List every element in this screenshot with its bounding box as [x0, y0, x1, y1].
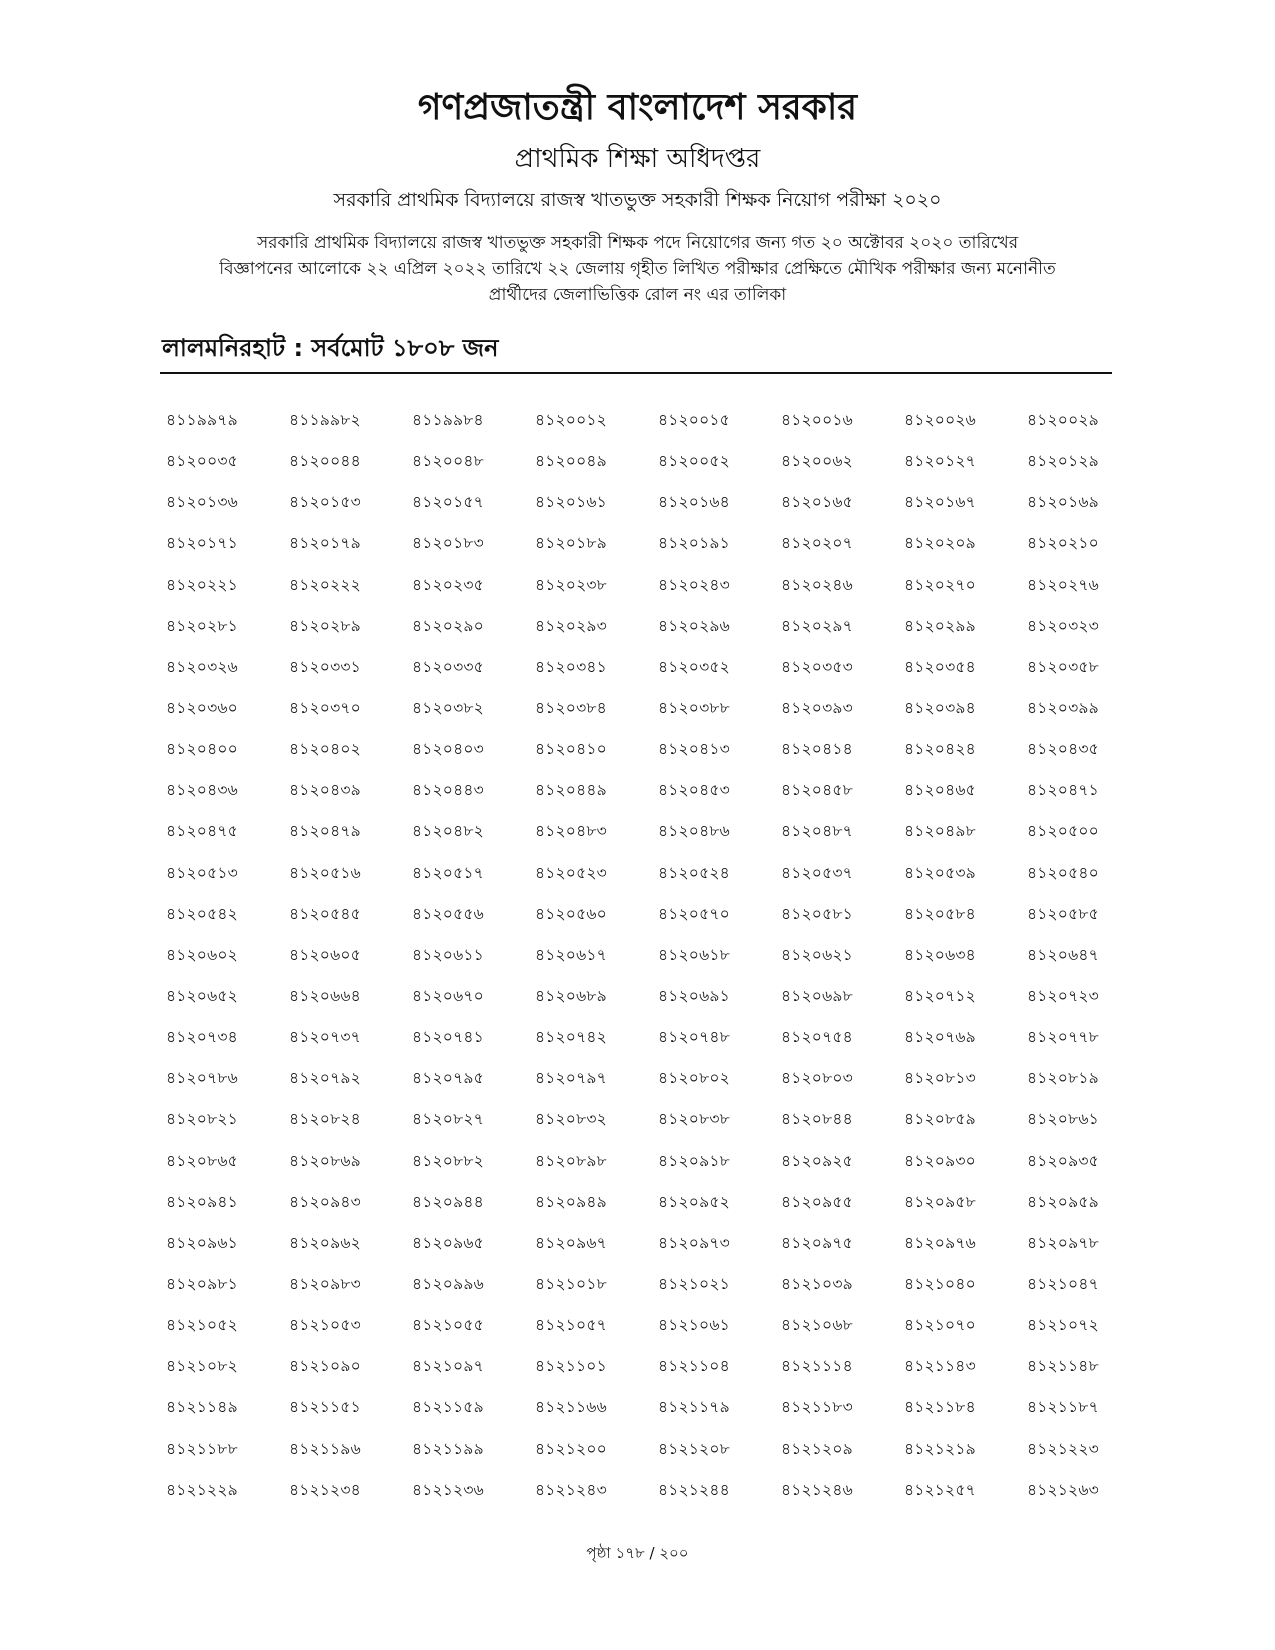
roll-number: ৪১২০৫১৬: [289, 863, 361, 882]
roll-number: ৪১২১০৪০: [904, 1274, 976, 1293]
roll-number: ৪১২১০৯৭: [412, 1357, 484, 1376]
roll-number: ৪১২০২৯৬: [658, 616, 730, 635]
roll-number: ৪১২০১৫৩: [289, 493, 361, 512]
roll-number: ৪১২০২৭৬: [1027, 575, 1099, 594]
roll-number: ৪১২০৮১৯: [1027, 1069, 1099, 1088]
roll-number: ৪১২০১৭৯: [289, 534, 361, 553]
roll-number: ৪১২০৪২৪: [904, 740, 976, 759]
roll-number: ৪১২০৩৯৩: [781, 698, 853, 717]
roll-number: ৪১২০৮৩২: [535, 1110, 607, 1129]
roll-number: ৪১১৯৯৮৪: [412, 411, 484, 429]
roll-number: ৪১২০৫৮৪: [904, 904, 976, 923]
roll-number: ৪১২০৩৩৫: [412, 657, 484, 676]
roll-number: ৪১২১১৭৯: [658, 1398, 730, 1417]
roll-number: ৪১২০২৮৯: [289, 616, 361, 635]
roll-number: ৪১২০৪৪৩: [412, 781, 484, 800]
roll-number: ৪১২০০২৯: [1027, 411, 1099, 429]
roll-number: ৪১২০৫২৩: [535, 863, 607, 882]
roll-number: ৪১২০৭৫৪: [781, 1028, 853, 1047]
roll-number: ৪১২০৪৮৬: [658, 822, 730, 841]
roll-number: ৪১২১২৫৭: [904, 1480, 976, 1499]
roll-number: ৪১২০৮৬৫: [166, 1151, 238, 1170]
roll-number: ৪১২০৫৪০: [1027, 863, 1099, 882]
roll-number: ৪১২০৬৬৪: [289, 986, 361, 1005]
roll-number: ৪১২০৭৭৮: [1027, 1028, 1099, 1047]
roll-number: ৪১২০৪৩৬: [166, 781, 238, 800]
roll-number: ৪১২১০৭২: [1027, 1316, 1099, 1335]
roll-number: ৪১২০৮৩৮: [658, 1110, 730, 1129]
roll-number: ৪১২১১৮৪: [904, 1398, 976, 1417]
roll-number: ৪১২০৪৪৯: [535, 781, 607, 800]
roll-number: ৪১২০১৬৪: [658, 493, 730, 512]
roll-number: ৪১২০৩৯৪: [904, 698, 976, 717]
roll-number: ৪১২০৮৮২: [412, 1151, 484, 1170]
roll-number: ৪১২০৯৩০: [904, 1151, 976, 1170]
roll-number: ৪১২০০৩৫: [166, 452, 238, 471]
roll-number: ৪১২০৩২৩: [1027, 616, 1099, 635]
roll-number: ৪১২০৮১৩: [904, 1069, 976, 1088]
roll-number: ৪১২০৬২১: [781, 945, 853, 964]
roll-number: ৪১২০৪৭৫: [166, 822, 238, 841]
roll-number: ৪১২০৬১৭: [535, 945, 607, 964]
roll-number: ৪১২০৯৭৬: [904, 1233, 976, 1252]
roll-number: ৪১২০২২২: [289, 575, 361, 594]
roll-number: ৪১২০৯৭৩: [658, 1233, 730, 1252]
district-heading: লালমনিরহাট : সর্বমোট ১৮০৮ জন: [162, 334, 499, 362]
roll-number: ৪১২০৭৪৮: [658, 1028, 730, 1047]
roll-number: ৪১২০৫৪২: [166, 904, 238, 923]
roll-number: ৪১২০২১০: [1027, 534, 1099, 553]
roll-number: ৪১২০৫৩৯: [904, 863, 976, 882]
roll-number: ৪১২০০৪৮: [412, 452, 484, 471]
roll-number: ৪১২০৯৬১: [166, 1233, 238, 1252]
roll-number: ৪১২১২০৮: [658, 1439, 730, 1458]
roll-number: ৪১২১২২৯: [166, 1480, 238, 1499]
roll-number: ৪১২০০৫২: [658, 452, 730, 471]
roll-number: ৪১২০৪৩৫: [1027, 740, 1099, 759]
roll-number: ৪১২১১৫১: [289, 1398, 361, 1417]
roll-number: ৪১২১০৫৫: [412, 1316, 484, 1335]
roll-number: ৪১২০৪১০: [535, 740, 607, 759]
roll-number: ৪১২০৯৫২: [658, 1192, 730, 1211]
roll-number: ৪১২০৩৩১: [289, 657, 361, 676]
page-number: পৃষ্ঠা ১৭৮ / ২০০: [586, 1544, 689, 1562]
roll-number: ৪১২০১৮৯: [535, 534, 607, 553]
department-name: প্রাথমিক শিক্ষা অধিদপ্তর: [514, 144, 761, 174]
roll-number: ৪১২০০৪৪: [289, 452, 361, 471]
roll-number: ৪১২০২০৭: [781, 534, 853, 553]
roll-number: ৪১২০৬৭০: [412, 986, 484, 1005]
roll-number: ৪১২১১৯৬: [289, 1439, 361, 1458]
roll-number: ৪১২০৫০০: [1027, 822, 1099, 841]
roll-number: ৪১২০৭১২: [904, 986, 976, 1005]
roll-number: ৪১২০৯২৫: [781, 1151, 853, 1170]
roll-number: ৪১২১২৪৪: [658, 1480, 730, 1499]
roll-number: ৪১২০২৩৮: [535, 575, 607, 594]
roll-number: ৪১২০৫৪৫: [289, 904, 361, 923]
roll-number: ৪১২০৬৯১: [658, 986, 730, 1005]
roll-number: ৪১২০৪০২: [289, 740, 361, 759]
roll-number: ৪১২০০৬২: [781, 452, 853, 471]
roll-number: ৪১২০৪১৪: [781, 740, 853, 759]
roll-number: ৪১২১২০৯: [781, 1439, 853, 1458]
roll-number: ৪১২০২৯৯: [904, 616, 976, 635]
roll-number: ৪১২০১২৯: [1027, 452, 1099, 471]
roll-number: ৪১২০৮৪৪: [781, 1110, 853, 1129]
roll-number: ৪১২০৯৪৯: [535, 1192, 607, 1211]
roll-number: ৪১২১০৫২: [166, 1316, 238, 1335]
roll-number: ৪১২০৪৮২: [412, 822, 484, 841]
roll-number: ৪১২০২৪৩: [658, 575, 730, 594]
roll-number: ৪১২০০১২: [535, 411, 607, 429]
roll-number: ৪১২০০২৬: [904, 411, 976, 429]
roll-number: ৪১২০১৫৭: [412, 493, 484, 512]
roll-number: ৪১২০০৪৯: [535, 452, 607, 471]
roll-number: ৪১২০৪০৩: [412, 740, 484, 759]
roll-number: ৪১২১১৯৯: [412, 1439, 484, 1458]
roll-number: ৪১২০৯৮১: [166, 1274, 238, 1293]
roll-number: ৪১২০৩৭০: [289, 698, 361, 717]
roll-number: ৪১২১১০১: [535, 1357, 607, 1376]
roll-number: ৪১২১১১৪: [781, 1357, 853, 1376]
roll-number: ৪১২০৮০২: [658, 1069, 730, 1088]
roll-number: ৪১২০৬০২: [166, 945, 238, 964]
roll-number: ৪১২০৯৩৫: [1027, 1151, 1099, 1170]
roll-number: ৪১২০৮০৩: [781, 1069, 853, 1088]
roll-number: ৪১২০২৯৭: [781, 616, 853, 635]
roll-number: ৪১২১০২১: [658, 1274, 730, 1293]
roll-number: ৪১২০৮২১: [166, 1110, 238, 1129]
roll-number: ৪১২০৪১৩: [658, 740, 730, 759]
roll-number: ৪১২০৯৪৩: [289, 1192, 361, 1211]
roll-number: ৪১২০৩৯৯: [1027, 698, 1099, 717]
roll-number: ৪১২০৯৯৬: [412, 1274, 484, 1293]
roll-number: ৪১২০৮৬৯: [289, 1151, 361, 1170]
roll-number: ৪১২০৪৫৩: [658, 781, 730, 800]
roll-number: ৪১২০৭৩৪: [166, 1028, 238, 1047]
roll-number: ৪১২১১৮৮: [166, 1439, 238, 1458]
roll-number: ৪১২০২২১: [166, 575, 238, 594]
roll-number: ৪১২০৯১৮: [658, 1151, 730, 1170]
roll-number: ৪১২১১৬৬: [535, 1398, 607, 1417]
roll-number: ৪১২০৭২৩: [1027, 986, 1099, 1005]
roll-number: ৪১২০১৮৩: [412, 534, 484, 553]
roll-number: ৪১২০৮৬১: [1027, 1110, 1099, 1129]
roll-number: ৪১২০১৩৬: [166, 493, 238, 512]
roll-number: ৪১২০৪৭৯: [289, 822, 361, 841]
roll-number-grid: [166, 408, 1126, 1519]
roll-number: ৪১২১২৬৩: [1027, 1480, 1099, 1499]
roll-number: ৪১২০৯৬৭: [535, 1233, 607, 1252]
roll-number: ৪১২০৩৫৩: [781, 657, 853, 676]
roll-number: ৪১১৯৯৭৯: [166, 411, 238, 429]
roll-number: ৪১২১২৪৩: [535, 1480, 607, 1499]
exam-title: সরকারি প্রাথমিক বিদ্যালয়ে রাজস্ব খাতভুক্ত সহকারী শিক্ষক নিয়োগ পরীক্ষা ২০২০: [333, 189, 942, 211]
roll-number: ৪১২০৮৫৯: [904, 1110, 976, 1129]
roll-number: ৪১২০২০৯: [904, 534, 976, 553]
roll-number: ৪১২০৩৫৮: [1027, 657, 1099, 676]
roll-number: ৪১২১০৮২: [166, 1357, 238, 1376]
roll-number: ৪১২১২৩৬: [412, 1480, 484, 1499]
roll-number: ৪১২০৬৯৮: [781, 986, 853, 1005]
roll-number: ৪১২০৬১১: [412, 945, 484, 964]
roll-number: ৪১২১০৬১: [658, 1316, 730, 1335]
roll-number: ৪১২০৩৫৪: [904, 657, 976, 676]
roll-number: ৪১২০৯৫৯: [1027, 1192, 1099, 1211]
roll-number: ৪১২০৭৬৯: [904, 1028, 976, 1047]
notice-line-2: বিজ্ঞাপনের আলোকে ২২ এপ্রিল ২০২২ তারিখে ২২ জেলায় গৃহীত লিখিত পরীক্ষার প্রেক্ষিতে মৌখিক পরীক্ষার জন্য মনোনীত: [219, 259, 1056, 279]
roll-number: ৪১২০৯৮৩: [289, 1274, 361, 1293]
notice-line-1: সরকারি প্রাথমিক বিদ্যালয়ে রাজস্ব খাতভুক্ত সহকারী শিক্ষক পদে নিয়োগের জন্য গত ২০ অক্টোবর ২০২০ তারিখের: [256, 233, 1019, 253]
roll-number: ৪১২১০৫৭: [535, 1316, 607, 1335]
roll-number: ৪১২০৯৪১: [166, 1192, 238, 1211]
roll-number: ৪১২০৪৭১: [1027, 781, 1099, 800]
roll-number: ৪১২০৪৯৮: [904, 822, 976, 841]
roll-number: ৪১২০৫৬০: [535, 904, 607, 923]
roll-number: ৪১২১০১৮: [535, 1274, 607, 1293]
roll-number: ৪১২০৫১৩: [166, 863, 238, 882]
roll-number: ৪১২০৯৫৫: [781, 1192, 853, 1211]
roll-number: ৪১২০৭৯৭: [535, 1069, 607, 1088]
roll-number: ৪১২০১৬৯: [1027, 493, 1099, 512]
roll-number: ৪১২১২৪৬: [781, 1480, 853, 1499]
roll-number: ৪১২০১৭১: [166, 534, 238, 553]
roll-number: ৪১১৯৯৮২: [289, 411, 361, 429]
roll-number: ৪১২০৪০০: [166, 740, 238, 759]
roll-number: ৪১২১১৪৮: [1027, 1357, 1099, 1376]
notice-line-3: প্রার্থীদের জেলাভিত্তিক রোল নং এর তালিকা: [488, 285, 787, 305]
roll-number: ৪১২০৫৭০: [658, 904, 730, 923]
roll-number: ৪১২০৭৩৭: [289, 1028, 361, 1047]
roll-number: ৪১২০৪৫৮: [781, 781, 853, 800]
page-title: গণপ্রজাতন্ত্রী বাংলাদেশ সরকার: [417, 86, 858, 128]
roll-number: ৪১২০৭৮৬: [166, 1069, 238, 1088]
roll-number: ৪১২০৭৪২: [535, 1028, 607, 1047]
roll-number: ৪১২১২২৩: [1027, 1439, 1099, 1458]
roll-number: ৪১২১০৭০: [904, 1316, 976, 1335]
roll-number: ৪১২১১০৪: [658, 1357, 730, 1376]
roll-number: ৪১২০৬০৫: [289, 945, 361, 964]
roll-number: ৪১২০০১৫: [658, 411, 730, 429]
roll-number: ৪১২০২৭০: [904, 575, 976, 594]
roll-number: ৪১২০৮২৪: [289, 1110, 361, 1129]
roll-number: ৪১২১২৩৪: [289, 1480, 361, 1499]
roll-number: ৪১২০১৬৫: [781, 493, 853, 512]
roll-number: ৪১২০৯৭৮: [1027, 1233, 1099, 1252]
roll-number: ৪১২০৬৪৭: [1027, 945, 1099, 964]
roll-number: ৪১২০৫২৪: [658, 863, 730, 882]
roll-number: ৪১২০৯৬২: [289, 1233, 361, 1252]
roll-number: ৪১২১০৫৩: [289, 1316, 361, 1335]
roll-number: ৪১২০০১৬: [781, 411, 853, 429]
roll-number: ৪১২০২৯০: [412, 616, 484, 635]
roll-number: ৪১২০৮৯৮: [535, 1151, 607, 1170]
roll-number: ৪১২০২৪৬: [781, 575, 853, 594]
roll-number: ৪১২০১২৭: [904, 452, 976, 471]
roll-number: ৪১২০২৯৩: [535, 616, 607, 635]
roll-number: ৪১২০৮২৭: [412, 1110, 484, 1129]
roll-number: ৪১২০৬৮৯: [535, 986, 607, 1005]
roll-number: ৪১২১০৯০: [289, 1357, 361, 1376]
roll-number: ৪১২০৬১৮: [658, 945, 730, 964]
roll-number: ৪১২০২৩৫: [412, 575, 484, 594]
notice-paragraph: [150, 230, 1125, 308]
roll-number: ৪১২০৫৮১: [781, 904, 853, 923]
roll-number: ৪১২০১৬১: [535, 493, 607, 512]
roll-number: ৪১২০১৯১: [658, 534, 730, 553]
roll-number: ৪১২০৪৮৩: [535, 822, 607, 841]
roll-number: ৪১২০৪৬৫: [904, 781, 976, 800]
roll-number: ৪১২০৫৫৬: [412, 904, 484, 923]
roll-number: ৪১২০৩৮৮: [658, 698, 730, 717]
roll-number: ৪১২০২৮১: [166, 616, 238, 635]
roll-number: ৪১২০৯৬৫: [412, 1233, 484, 1252]
roll-number: ৪১২০৩৫২: [658, 657, 730, 676]
roll-number: ৪১২১১৫৯: [412, 1398, 484, 1417]
roll-number: ৪১২০৯৭৫: [781, 1233, 853, 1252]
roll-number: ৪১২১১৪৯: [166, 1398, 238, 1417]
roll-number: ৪১২০৭৯৫: [412, 1069, 484, 1088]
roll-number: ৪১২০৩২৬: [166, 657, 238, 676]
roll-number: ৪১২০৬৩৪: [904, 945, 976, 964]
roll-number: ৪১২১২০০: [535, 1439, 607, 1458]
roll-number: ৪১২১১৪৩: [904, 1357, 976, 1376]
roll-number: ৪১২১১৮৩: [781, 1398, 853, 1417]
roll-number: ৪১২০১৬৭: [904, 493, 976, 512]
roll-number: ৪১২০৩৪১: [535, 657, 607, 676]
roll-number: ৪১২০৪৮৭: [781, 822, 853, 841]
roll-number: ৪১২০৯৫৮: [904, 1192, 976, 1211]
roll-number: ৪১২১০৪৭: [1027, 1274, 1099, 1293]
roll-number: ৪১২০৫৮৫: [1027, 904, 1099, 923]
roll-number: ৪১২১০৬৮: [781, 1316, 853, 1335]
roll-number: ৪১২০৫৩৭: [781, 863, 853, 882]
roll-number: ৪১২০৯৪৪: [412, 1192, 484, 1211]
roll-number: ৪১২০৬৫২: [166, 986, 238, 1005]
heading-divider: [160, 372, 1112, 374]
roll-number: ৪১২১১৮৭: [1027, 1398, 1099, 1417]
roll-number: ৪১২০৪৩৯: [289, 781, 361, 800]
roll-number: ৪১২০৩৬০: [166, 698, 238, 717]
roll-number: ৪১২০৭৪১: [412, 1028, 484, 1047]
roll-number: ৪১২১২১৯: [904, 1439, 976, 1458]
roll-number: ৪১২০৩৮২: [412, 698, 484, 717]
roll-number: ৪১২০৫১৭: [412, 863, 484, 882]
roll-number: ৪১২০৩৮৪: [535, 698, 607, 717]
roll-number: ৪১২০৭৯২: [289, 1069, 361, 1088]
roll-number: ৪১২১০৩৯: [781, 1274, 853, 1293]
